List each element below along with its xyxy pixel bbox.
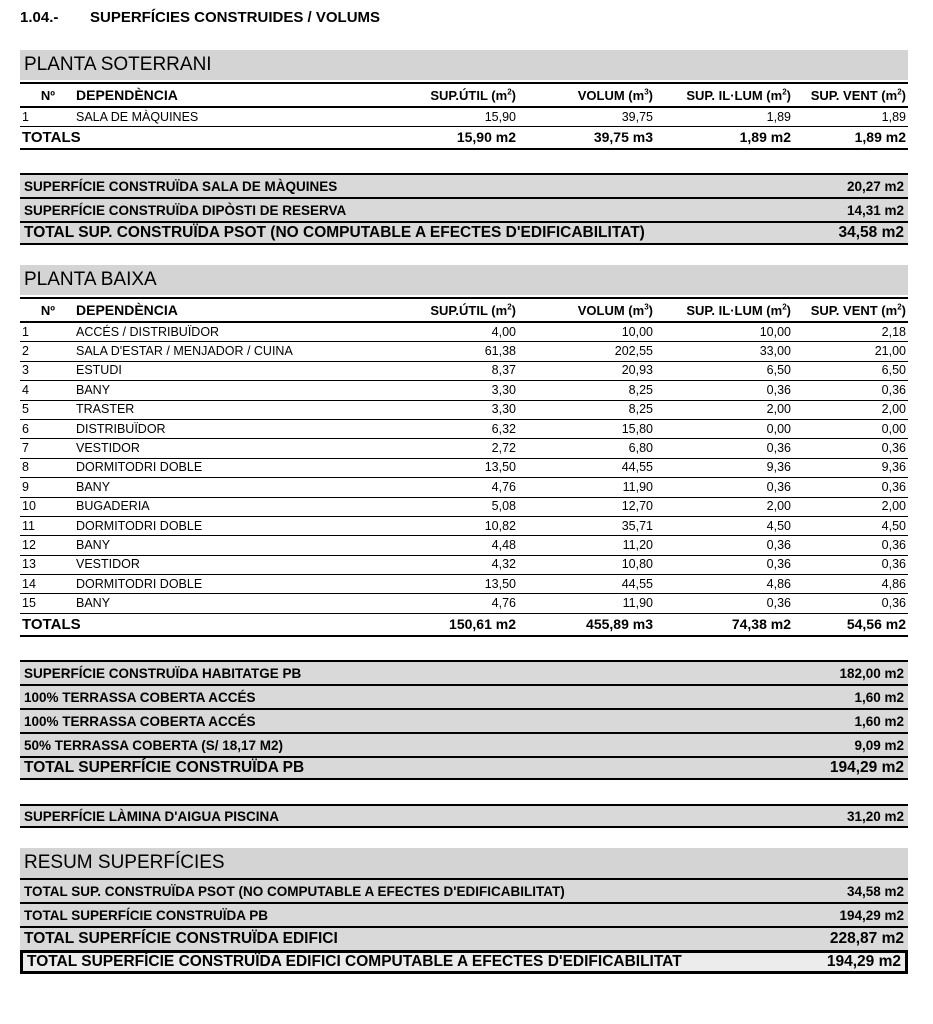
totals-volum: 455,89 m3	[518, 613, 655, 636]
row-sup-vent: 6,50	[793, 361, 908, 380]
totals-util: 150,61 m2	[346, 613, 518, 636]
row-number: 14	[20, 575, 76, 594]
row-number: 8	[20, 458, 76, 477]
row-volum: 44,55	[518, 458, 655, 477]
totals-label: TOTALS	[20, 613, 346, 636]
table-row	[20, 107, 908, 127]
row-sup-illum: 2,00	[655, 497, 793, 516]
row-number: 11	[20, 516, 76, 535]
row-dependencia: DORMITODRI DOBLE	[76, 458, 346, 477]
col-header-volum: VOLUM $(m^3)$	[577, 87, 653, 103]
row-volum: 39,75	[518, 107, 655, 127]
row-sup-vent: 2,00	[793, 497, 908, 516]
table-row	[20, 419, 908, 438]
row-dependencia: BANY	[76, 478, 346, 497]
table-row	[20, 381, 908, 400]
row-sup-illum: 0,36	[655, 594, 793, 613]
resum-header: RESUM SUPERFÍCIES	[20, 848, 908, 878]
row-sup-util: 6,32	[346, 419, 518, 438]
row-sup-util: 4,48	[346, 536, 518, 555]
row-number: 10	[20, 497, 76, 516]
row-sup-vent: 0,36	[793, 594, 908, 613]
row-sup-util: 10,82	[346, 516, 518, 535]
row-sup-vent: 0,36	[793, 439, 908, 458]
row-sup-util: 61,38	[346, 342, 518, 361]
row-dependencia: TRASTER	[76, 400, 346, 419]
row-sup-vent: 21,00	[793, 342, 908, 361]
resum-summary	[20, 878, 908, 974]
table-row	[20, 594, 908, 613]
totals-util: 15,90 m2	[346, 127, 518, 150]
col-header-sup-vent: SUP. VENT $(m^2)$	[810, 87, 906, 103]
row-sup-util: 5,08	[346, 497, 518, 516]
row-volum: 15,80	[518, 419, 655, 438]
row-number: 7	[20, 439, 76, 458]
row-number: 15	[20, 594, 76, 613]
row-volum: 10,00	[518, 322, 655, 342]
row-number: 4	[20, 381, 76, 400]
row-sup-vent: 2,18	[793, 322, 908, 342]
row-sup-util: 2,72	[346, 439, 518, 458]
section-title: SUPERFÍCIES CONSTRUIDES / VOLUMS	[90, 9, 381, 26]
row-sup-vent: 4,50	[793, 516, 908, 535]
row-sup-illum: 4,50	[655, 516, 793, 535]
col-header-volum: VOLUM $(m^3)$	[577, 302, 653, 318]
row-number: 6	[20, 419, 76, 438]
row-sup-illum: 4,86	[655, 575, 793, 594]
row-sup-util: 13,50	[346, 458, 518, 477]
row-number: 1	[20, 322, 76, 342]
summary-row: SUPERFÍCIE CONSTRUÏDA DIPÒSTI DE RESERVA 14,31 m2	[20, 197, 908, 221]
row-dependencia: BANY	[76, 536, 346, 555]
row-number: 1	[20, 107, 76, 127]
row-dependencia: SALA DE MÀQUINES	[76, 107, 346, 127]
row-sup-vent: 0,36	[793, 478, 908, 497]
col-header-dependencia: DEPENDÈNCIA	[76, 302, 178, 318]
soterrani-table	[20, 82, 908, 150]
col-header-dependencia: DEPENDÈNCIA	[76, 87, 178, 103]
row-number: 9	[20, 478, 76, 497]
row-dependencia: SALA D'ESTAR / MENJADOR / CUINA	[76, 342, 346, 361]
row-volum: 11,90	[518, 594, 655, 613]
col-header-sup-util: SUP.ÚTIL $(m^2)$	[430, 87, 516, 103]
summary-total-row: TOTAL SUP. CONSTRUÏDA PSOT (NO COMPUTABLE A EFECTES D'EDIFICABILITAT) 34,58 m2	[20, 221, 908, 245]
row-sup-illum: 33,00	[655, 342, 793, 361]
row-sup-illum: 9,36	[655, 458, 793, 477]
row-sup-util: 4,32	[346, 555, 518, 574]
table-row	[20, 322, 908, 342]
summary-row: 100% TERRASSA COBERTA ACCÉS 1,60 m2	[20, 708, 908, 732]
row-dependencia: ESTUDI	[76, 361, 346, 380]
row-number: 13	[20, 555, 76, 574]
table-row	[20, 536, 908, 555]
row-volum: 8,25	[518, 400, 655, 419]
section-number: 1.04.-	[20, 9, 59, 26]
row-sup-vent: 4,86	[793, 575, 908, 594]
row-sup-vent: 0,00	[793, 419, 908, 438]
row-volum: 11,20	[518, 536, 655, 555]
row-dependencia: VESTIDOR	[76, 555, 346, 574]
row-sup-util: 8,37	[346, 361, 518, 380]
row-volum: 35,71	[518, 516, 655, 535]
row-sup-illum: 2,00	[655, 400, 793, 419]
col-header-sup-util: SUP.ÚTIL $(m^2)$	[430, 302, 516, 318]
summary-row: SUPERFÍCIE CONSTRUÏDA HABITATGE PB 182,00 m2	[20, 660, 908, 684]
col-header-no: Nº	[40, 302, 56, 318]
summary-row: TOTAL SUPERFÍCIE CONSTRUÏDA EDIFICI 228,87 m2	[20, 926, 908, 950]
table-row	[20, 361, 908, 380]
row-sup-illum: 6,50	[655, 361, 793, 380]
totals-label: TOTALS	[20, 127, 346, 150]
row-volum: 6,80	[518, 439, 655, 458]
row-sup-util: 4,76	[346, 478, 518, 497]
row-sup-util: 13,50	[346, 575, 518, 594]
totals-illum: 74,38 m2	[655, 613, 793, 636]
table-row	[20, 342, 908, 361]
row-sup-illum: 0,00	[655, 419, 793, 438]
row-sup-illum: 0,36	[655, 555, 793, 574]
row-sup-util: 15,90	[346, 107, 518, 127]
row-sup-util: 4,00	[346, 322, 518, 342]
row-sup-vent: 0,36	[793, 555, 908, 574]
row-volum: 10,80	[518, 555, 655, 574]
row-dependencia: BANY	[76, 594, 346, 613]
row-dependencia: ACCÉS / DISTRIBUÏDOR	[76, 322, 346, 342]
summary-row: SUPERFÍCIE LÀMINA D'AIGUA PISCINA 31,20 m2	[20, 804, 908, 828]
summary-row: 50% TERRASSA COBERTA (S/ 18,17 M2) 9,09 m2	[20, 732, 908, 756]
row-dependencia: DORMITODRI DOBLE	[76, 575, 346, 594]
row-sup-vent: 0,36	[793, 381, 908, 400]
soterrani-header: PLANTA SOTERRANI	[20, 50, 908, 80]
row-sup-vent: 1,89	[793, 107, 908, 127]
summary-row: TOTAL SUPERFÍCIE CONSTRUÏDA PB 194,29 m2	[20, 902, 908, 926]
row-volum: 44,55	[518, 575, 655, 594]
row-volum: 12,70	[518, 497, 655, 516]
row-dependencia: DORMITODRI DOBLE	[76, 516, 346, 535]
table-row	[20, 478, 908, 497]
page-title	[20, 9, 380, 26]
row-sup-vent: 0,36	[793, 536, 908, 555]
table-row	[20, 439, 908, 458]
table-header-row	[20, 83, 908, 107]
summary-total-row: TOTAL SUPERFÍCIE CONSTRUÏDA PB 194,29 m2	[20, 756, 908, 780]
table-row	[20, 516, 908, 535]
summary-row: 100% TERRASSA COBERTA ACCÉS 1,60 m2	[20, 684, 908, 708]
table-row	[20, 575, 908, 594]
summary-row: TOTAL SUP. CONSTRUÏDA PSOT (NO COMPUTABLE A EFECTES D'EDIFICABILITAT) 34,58 m2	[20, 878, 908, 902]
row-number: 3	[20, 361, 76, 380]
row-dependencia: VESTIDOR	[76, 439, 346, 458]
row-number: 12	[20, 536, 76, 555]
table-row	[20, 400, 908, 419]
col-header-no: Nº	[40, 87, 56, 103]
col-header-sup-vent: SUP. VENT $(m^2)$	[810, 302, 906, 318]
table-row	[20, 555, 908, 574]
row-sup-illum: 0,36	[655, 478, 793, 497]
row-dependencia: DISTRIBUÏDOR	[76, 419, 346, 438]
totals-illum: 1,89 m2	[655, 127, 793, 150]
totals-row	[20, 613, 908, 636]
table-row	[20, 458, 908, 477]
baixa-table	[20, 297, 908, 637]
totals-vent: 54,56 m2	[793, 613, 908, 636]
row-volum: 8,25	[518, 381, 655, 400]
row-sup-illum: 0,36	[655, 381, 793, 400]
table-header-row	[20, 298, 908, 322]
row-dependencia: BUGADERIA	[76, 497, 346, 516]
row-sup-illum: 10,00	[655, 322, 793, 342]
row-volum: 11,90	[518, 478, 655, 497]
baixa-summary	[20, 660, 908, 780]
row-sup-illum: 0,36	[655, 439, 793, 458]
row-number: 2	[20, 342, 76, 361]
row-dependencia: BANY	[76, 381, 346, 400]
row-volum: 202,55	[518, 342, 655, 361]
row-sup-util: 3,30	[346, 400, 518, 419]
soterrani-summary	[20, 173, 908, 245]
row-sup-vent: 9,36	[793, 458, 908, 477]
row-sup-illum: 1,89	[655, 107, 793, 127]
row-sup-illum: 0,36	[655, 536, 793, 555]
row-sup-util: 4,76	[346, 594, 518, 613]
col-header-sup-illum: SUP. IL·LUM $(m^2)$	[686, 302, 791, 318]
piscina-summary	[20, 804, 908, 828]
row-number: 5	[20, 400, 76, 419]
totals-volum: 39,75 m3	[518, 127, 655, 150]
table-row	[20, 497, 908, 516]
row-sup-util: 3,30	[346, 381, 518, 400]
row-volum: 20,93	[518, 361, 655, 380]
summary-row: SUPERFÍCIE CONSTRUÏDA SALA DE MÀQUINES 20,27 m2	[20, 173, 908, 197]
summary-total-row: TOTAL SUPERFÍCIE CONSTRUÏDA EDIFICI COMPUTABLE A EFECTES D'EDIFICABILITAT 194,29 m2	[20, 950, 908, 974]
totals-vent: 1,89 m2	[793, 127, 908, 150]
baixa-header: PLANTA BAIXA	[20, 265, 908, 295]
row-sup-vent: 2,00	[793, 400, 908, 419]
col-header-sup-illum: SUP. IL·LUM $(m^2)$	[686, 87, 791, 103]
totals-row	[20, 127, 908, 150]
